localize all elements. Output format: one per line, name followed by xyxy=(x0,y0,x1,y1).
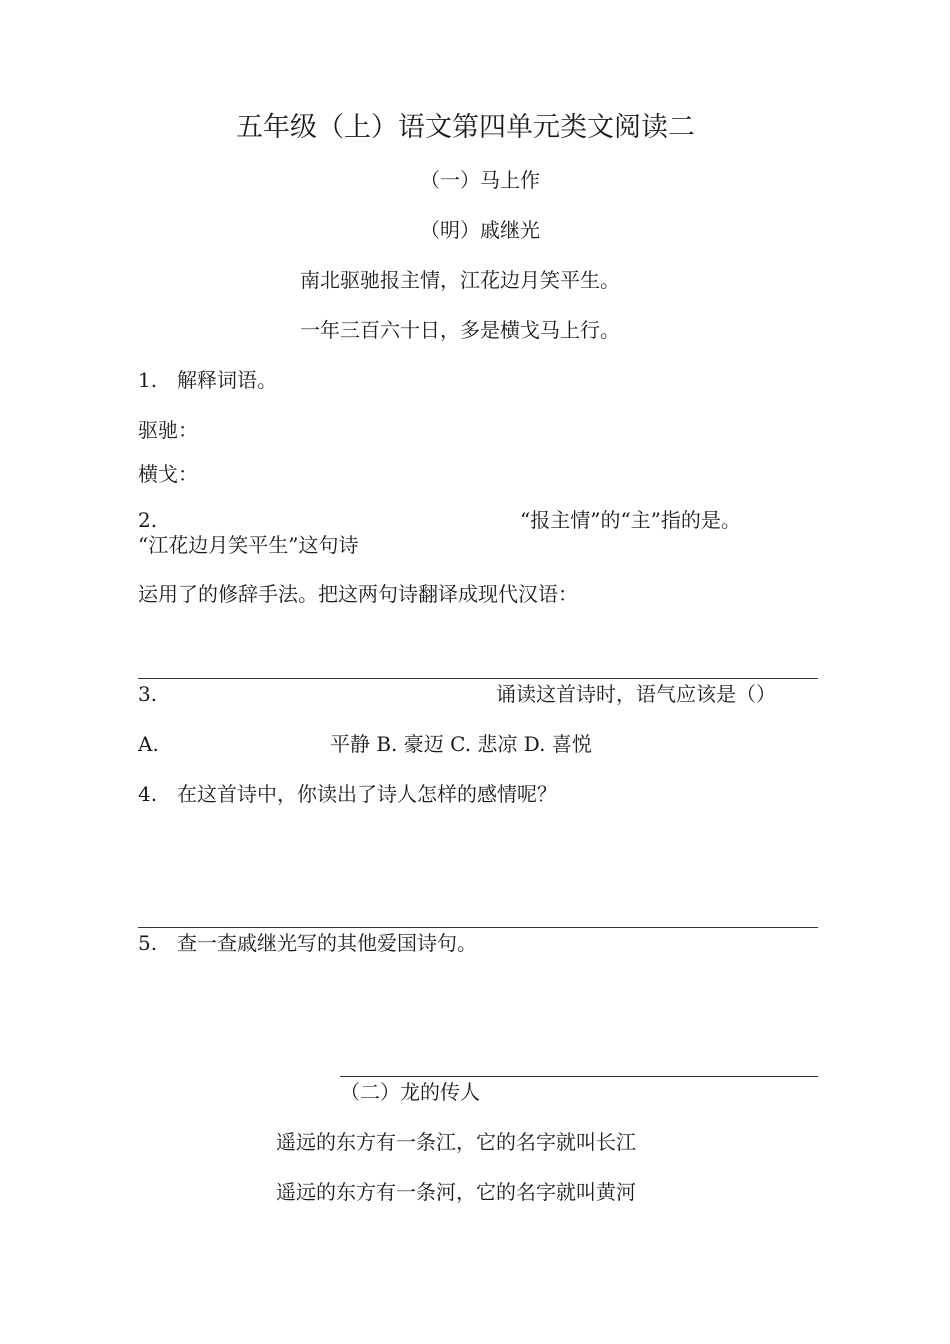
term-henge: 横戈： xyxy=(138,462,198,486)
section-2-heading: （二）龙的传人 xyxy=(340,1080,480,1104)
section-2-line-1: 遥远的东方有一条江，它的名字就叫长江 xyxy=(276,1130,636,1154)
poem-author: （明）戚继光 xyxy=(420,218,540,242)
question-1-number: 1. xyxy=(138,368,158,392)
question-2-line2: 运用了的修辞手法。把这两句诗翻译成现代汉语： xyxy=(138,582,578,606)
question-3-options: 平静 B. 豪迈 C. 悲凉 D. 喜悦 xyxy=(330,732,592,756)
question-4-number: 4. xyxy=(138,782,158,806)
answer-line xyxy=(138,678,818,679)
question-1-text: 解释词语。 xyxy=(177,368,277,392)
question-4-text: 在这首诗中，你读出了诗人怎样的感情呢？ xyxy=(177,782,557,806)
poem-line-2: 一年三百六十日，多是横戈马上行。 xyxy=(300,318,620,342)
term-quchi: 驱驰： xyxy=(138,418,198,442)
question-2-text-left: “江花边月笑平生”这句诗 xyxy=(138,533,359,557)
question-5-text: 查一查戚继光写的其他爱国诗句。 xyxy=(177,931,477,955)
answer-line xyxy=(138,927,818,928)
question-5-number: 5. xyxy=(138,931,158,955)
poem-heading: （一）马上作 xyxy=(420,168,540,192)
question-2-text-right: “报主情”的“主”指的是。 xyxy=(520,508,741,532)
question-2-number: 2. xyxy=(138,508,158,532)
poem-line-1: 南北驱驰报主情，江花边月笑平生。 xyxy=(300,268,620,292)
section-2-line-2: 遥远的东方有一条河，它的名字就叫黄河 xyxy=(276,1180,636,1204)
answer-line xyxy=(340,1076,818,1077)
question-3-text: 诵读这首诗时，语气应该是（） xyxy=(496,682,776,706)
page-title: 五年级（上）语文第四单元类文阅读二 xyxy=(236,112,695,143)
question-3-option-label: A. xyxy=(138,732,159,756)
question-3-number: 3. xyxy=(138,682,158,706)
